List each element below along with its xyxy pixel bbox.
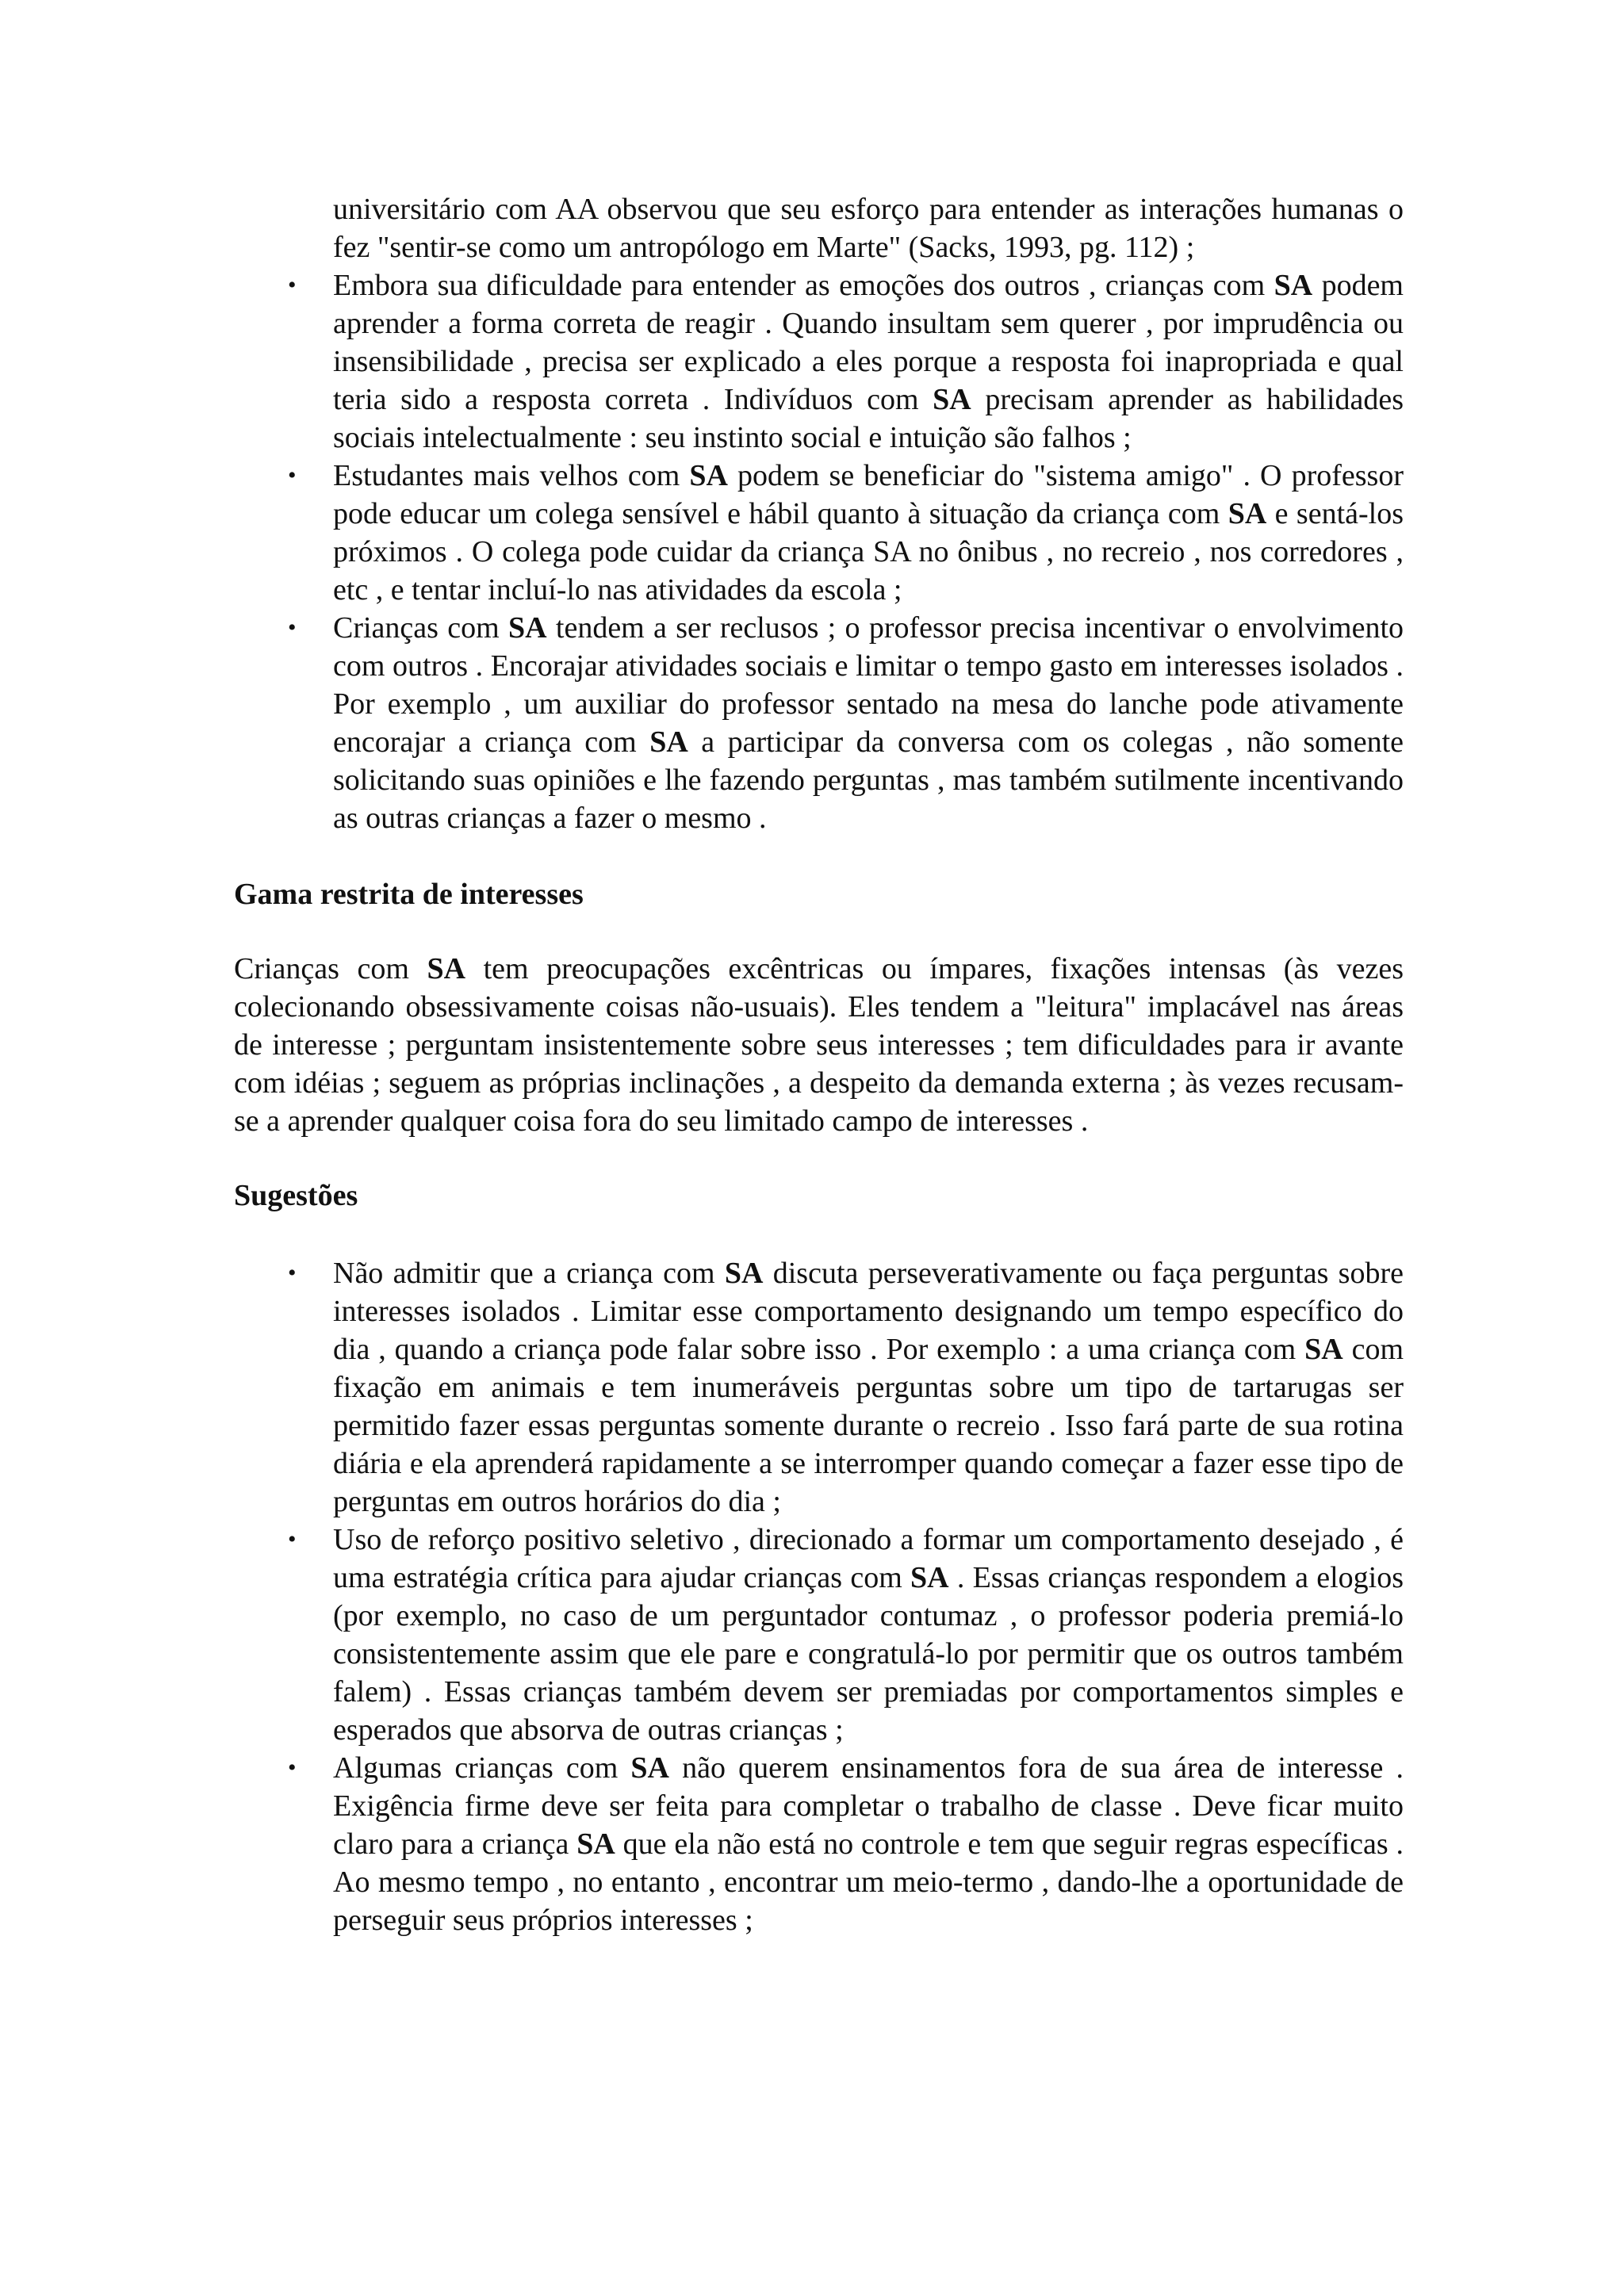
- text-run: Não admitir que a criança com: [333, 1257, 725, 1290]
- suggestions-heading: Sugestões: [234, 1179, 358, 1212]
- section-paragraph: [234, 950, 1404, 1140]
- list-item-text: [333, 459, 1404, 607]
- bold-term: SA: [1274, 269, 1313, 302]
- list-item-text: [333, 1257, 1404, 1518]
- section-heading: Gama restrita de interesses: [234, 878, 584, 911]
- document-page: [234, 190, 1404, 1939]
- bullet-list-social: [234, 266, 1404, 837]
- bold-term: SA: [910, 1561, 949, 1594]
- text-run: Crianças com: [234, 952, 427, 985]
- bold-term: SA: [724, 1257, 764, 1290]
- text-run: tem preocupações excêntricas ou ímpares, fixações intensas (às vezes colecionando obsessivamente coisas não-usuais). Eles tendem a "leitura" implacável nas áreas de interesse ; perguntam insistentemente sobre seus interesses ; tem dificuldades para ir avante com idéias ; seguem as próprias inclinações , a despeito da demanda externa ; às vezes recusam-se a aprender qualquer coisa fora do seu limitado campo de interesses .: [234, 952, 1404, 1138]
- text-run: . Essas crianças respondem a elogios (por exemplo, no caso de um perguntador contumaz , o professor poderia premiá-lo consistentemente assim que ele pare e congratulá-lo por permitir que os outros também falem) . Essas crianças também devem ser premiadas por comportamentos simples e esperados que absorva de outras crianças ;: [333, 1561, 1404, 1747]
- text-run: com fixação em animais e tem inumeráveis perguntas sobre um tipo de tartarugas ser permitido fazer essas perguntas somente durante o recreio . Isso fará parte de sua rotina diária e ela aprenderá rapidamente a se interromper quando começar a fazer esse tipo de perguntas em outros horários do dia ;: [333, 1333, 1404, 1518]
- bold-term: SA: [689, 459, 728, 492]
- list-item: [234, 1749, 1404, 1939]
- text-run: que ela não está no controle e tem que seguir regras específicas . Ao mesmo tempo , no entanto , encontrar um meio-termo , dando-lhe a oportunidade de perseguir seus próprios interesses ;: [333, 1827, 1404, 1937]
- bold-term: SA: [508, 611, 547, 645]
- list-item: [234, 1254, 1404, 1521]
- text-run: tendem a ser reclusos ; o professor precisa incentivar o envolvimento com outros . Encorajar atividades sociais e limitar o tempo gasto em interesses isolados . Por exemplo , um auxiliar do professor sentado na mesa do lanche pode ativamente encorajar a criança com: [333, 611, 1404, 759]
- bold-term: SA: [576, 1827, 615, 1861]
- bold-term: SA: [933, 383, 971, 416]
- list-item-text: [333, 1523, 1404, 1747]
- text-run: Crianças com: [333, 611, 508, 645]
- text-run: Algumas crianças com: [333, 1751, 631, 1785]
- bold-term: SA: [630, 1751, 669, 1785]
- bold-term: SA: [1304, 1333, 1343, 1366]
- bullet-list-suggestions: [234, 1254, 1404, 1939]
- list-item-text: [333, 1751, 1404, 1937]
- section-paragraph-text: [234, 952, 1404, 1138]
- text-run: não querem ensinamentos fora de sua área de interesse . Exigência firme deve ser feita para completar o trabalho de classe . Deve ficar muito claro para a criança: [333, 1751, 1404, 1861]
- bold-term: SA: [649, 725, 688, 759]
- list-item: [234, 1521, 1404, 1749]
- text-run: podem aprender a forma correta de reagir . Quando insultam sem querer , por imprudência ou insensibilidade , precisa ser explicado a eles porque a resposta foi inapropriada e qual teria sido a resposta correta . Indivíduos com: [333, 269, 1404, 416]
- bullet-icon: •: [288, 272, 297, 298]
- text-run: e sentá-los próximos . O colega pode cuidar da criança SA no ônibus , no recreio , nos corredores , etc , e tentar incluí-lo nas atividades da escola ;: [333, 497, 1404, 607]
- continued-paragraph: universitário com AA observou que seu esforço para entender as interações humanas o fez "sentir-se como um antropólogo em Marte" (Sacks, 1993, pg. 112) ;: [333, 193, 1404, 264]
- list-item: [234, 457, 1404, 609]
- text-run: precisam aprender as habilidades sociais intelectualmente : seu instinto social e intuição são falhos ;: [333, 383, 1404, 454]
- bold-term: SA: [1228, 497, 1267, 530]
- text-run: Embora sua dificuldade para entender as emoções dos outros , crianças com: [333, 269, 1274, 302]
- bold-term: SA: [427, 952, 466, 985]
- text-run: Uso de reforço positivo seletivo , direcionado a formar um comportamento desejado , é uma estratégia crítica para ajudar crianças com: [333, 1523, 1404, 1594]
- bullet-icon: •: [288, 614, 297, 641]
- list-item: [234, 266, 1404, 457]
- text-run: podem se beneficiar do "sistema amigo" . O professor pode educar um colega sensível e hábil quanto à situação da criança com: [333, 459, 1404, 530]
- list-item-text: [333, 611, 1404, 835]
- list-item-text: [333, 269, 1404, 454]
- text-run: a participar da conversa com os colegas , não somente solicitando suas opiniões e lhe fazendo perguntas , mas também sutilmente incentivando as outras crianças a fazer o mesmo .: [333, 725, 1404, 835]
- bullet-icon: •: [288, 462, 297, 488]
- text-run: Estudantes mais velhos com: [333, 459, 690, 492]
- text-run: discuta perseverativamente ou faça perguntas sobre interesses isolados . Limitar esse comportamento designando um tempo específico do dia , quando a criança pode falar sobre isso . Por exemplo : a uma criança com: [333, 1257, 1404, 1366]
- bullet-icon: •: [288, 1526, 297, 1552]
- list-item: [234, 609, 1404, 837]
- bullet-icon: •: [288, 1260, 297, 1286]
- bullet-icon: •: [288, 1755, 297, 1781]
